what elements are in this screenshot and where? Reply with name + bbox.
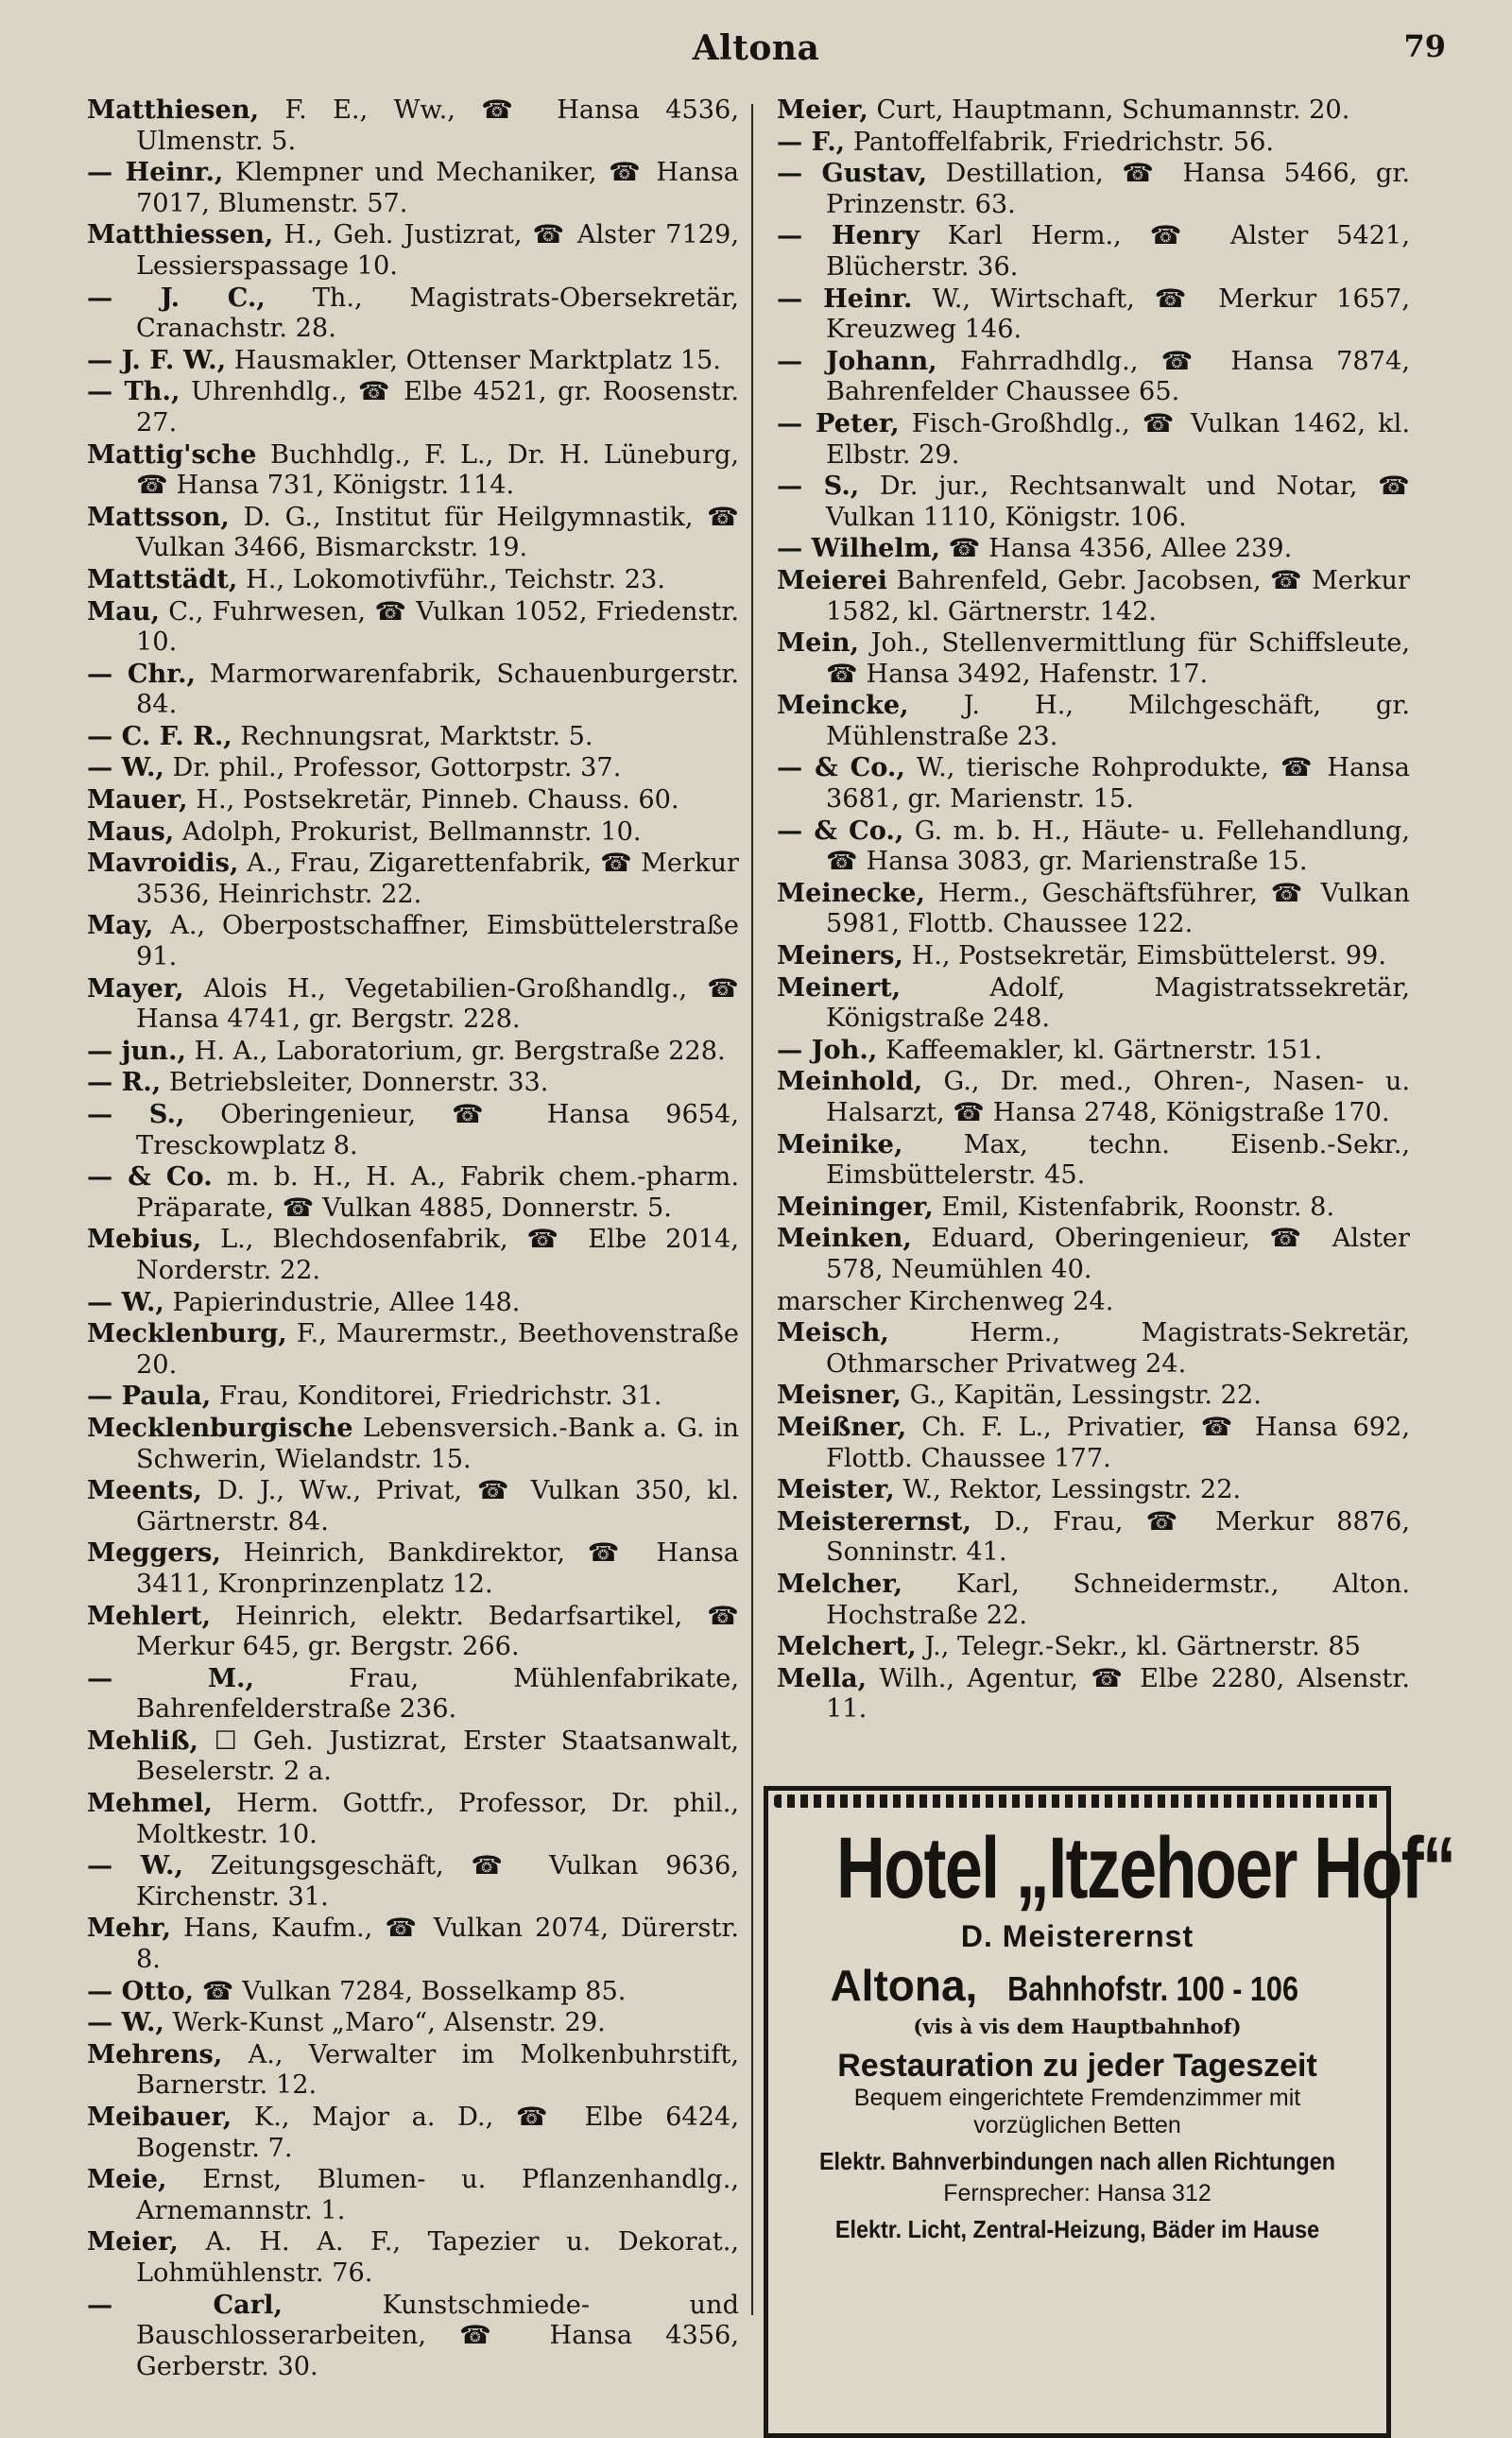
directory-entry	[87, 1788, 739, 1850]
entry-details: Oberingenieur, ☎ Hansa 9654, Tresckowplatz 8.	[136, 1100, 739, 1160]
entry-details: Rechnungsrat, Marktstr. 5.	[240, 721, 593, 751]
directory-entry	[777, 627, 1410, 690]
entry-name: — C. F. R.,	[87, 720, 232, 751]
directory-entry	[777, 1035, 1410, 1067]
directory-entry	[87, 784, 739, 816]
entry-name: — Th.,	[87, 376, 180, 407]
directory-entry	[777, 1474, 1410, 1506]
entry-details: Zeitungsgeschäft, ☎ Vulkan 9636, Kirchenstr. 31.	[136, 1851, 739, 1912]
entry-details: Werk-Kunst „Maro“, Alsenstr. 29.	[172, 2008, 606, 2038]
entry-name: — Carl,	[87, 2289, 283, 2320]
ad-city: Altona,	[830, 1961, 978, 2010]
directory-entry	[87, 1099, 739, 1161]
entry-details: Herm., Magistrats-Sekretär, Othmarscher Privatweg 24.	[826, 1318, 1410, 1379]
directory-entry	[87, 157, 739, 219]
directory-entry	[777, 220, 1410, 283]
entry-details: Frau, Konditorei, Friedrichstr. 31.	[218, 1382, 662, 1412]
entry-name: — J. C.,	[87, 282, 266, 313]
entry-details: Destillation, ☎ Hansa 5466, gr. Prinzenstr. 63.	[826, 159, 1410, 219]
entry-name: — W.,	[87, 752, 164, 783]
directory-entry	[87, 1601, 739, 1663]
directory-entry	[777, 940, 1410, 972]
entry-details: H., Postsekretär, Pinneb. Chauss. 60.	[196, 785, 679, 816]
directory-entry	[87, 219, 739, 282]
ad-connections: Elektr. Bahnverbindungen nach allen Richtungen	[818, 2147, 1336, 2175]
entry-details: Frau, Mühlenfabrikate, Bahrenfelderstraße 236.	[136, 1663, 739, 1725]
directory-entry	[87, 848, 739, 910]
entry-name: — W.,	[87, 1850, 183, 1881]
directory-entry	[87, 2226, 739, 2289]
entry-details: Th., Magistrats-Obersekretär, Cranachstr. 28.	[136, 283, 739, 344]
entry-name: Meierei	[777, 564, 887, 595]
entry-details: Marmorwarenfabrik, Schauenburgerstr. 84.	[136, 659, 739, 720]
ad-restaurant: Restauration zu jeder Tageszeit	[837, 2048, 1317, 2084]
entry-name: Mebius,	[87, 1224, 202, 1255]
directory-entry	[87, 1224, 739, 1286]
page-title: Altona	[692, 28, 820, 68]
entry-details: Lebensversich.-Bank a. G. in Schwerin, Wielandstr. 15.	[136, 1413, 739, 1474]
entry-name: — Peter,	[777, 407, 900, 438]
entry-name: Mavroidis,	[87, 848, 239, 879]
entry-details: ☎ Hansa 4356, Allee 239.	[948, 534, 1293, 564]
entry-name: Mehliß,	[87, 1725, 198, 1756]
directory-entry	[87, 1036, 739, 1068]
entry-name: — S.,	[777, 471, 860, 502]
directory-entry	[777, 972, 1410, 1035]
entry-details: Herm. Gottfr., Professor, Dr. phil., Moltkestr. 10.	[136, 1789, 739, 1849]
directory-entry	[87, 1381, 739, 1413]
directory-entry	[777, 1066, 1410, 1128]
entry-details: Dr. jur., Rechtsanwalt und Notar, ☎ Vulkan 1110, Königstr. 106.	[826, 472, 1410, 532]
entry-name: Meie,	[87, 2164, 167, 2195]
entry-details: Adolph, Prokurist, Bellmannstr. 10.	[181, 816, 642, 847]
directory-entry	[87, 1913, 739, 1975]
hotel-advertisement	[764, 1786, 1455, 2438]
entry-name: Meibauer,	[87, 2102, 232, 2132]
entry-details: Alois H., Vegetabilien-Großhandlg., ☎ Hansa 4741, gr. Bergstr. 228.	[136, 973, 739, 1035]
ad-owner: D. Meisterernst	[960, 1919, 1194, 1953]
entry-details: D., Frau, ☎ Merkur 8876, Sonninstr. 41.	[826, 1506, 1410, 1568]
directory-entry	[87, 1663, 739, 1725]
ad-vis-a-vis: (vis à vis dem Hauptbahnhof)	[913, 2015, 1242, 2038]
entry-name: Matthiesen,	[87, 94, 260, 125]
entry-name: Mau,	[87, 595, 160, 627]
directory-entry	[777, 690, 1410, 752]
directory-entry	[777, 408, 1410, 471]
entry-name: Meents,	[87, 1475, 202, 1506]
directory-entry	[87, 659, 739, 721]
directory-entry	[777, 1569, 1410, 1631]
entry-details: Kaffeemakler, kl. Gärtnerstr. 151.	[885, 1035, 1323, 1065]
entry-name: — Paula,	[87, 1381, 212, 1412]
directory-entry	[777, 1129, 1410, 1192]
directory-entry	[777, 127, 1410, 159]
entry-name: — Johann,	[777, 345, 937, 376]
entry-name: Mecklenburgische	[87, 1412, 353, 1443]
entry-details: Wilh., Agentur, ☎ Elbe 2280, Alsenstr. 11.	[826, 1663, 1410, 1725]
directory-entry	[87, 1537, 739, 1600]
directory-entry	[87, 376, 739, 438]
directory-entry	[777, 816, 1410, 878]
directory-entry	[87, 816, 739, 849]
entry-details: Betriebsleiter, Donnerstr. 33.	[168, 1068, 549, 1098]
directory-entry	[87, 564, 739, 596]
entry-details: K., Major a. D., ☎ Elbe 6424, Bogenstr. 7.	[136, 2103, 739, 2163]
ad-street: Bahnhofstr. 100 - 106	[1007, 1969, 1299, 2008]
directory-entry	[777, 878, 1410, 940]
entry-details: Karl, Schneidermstr., Alton. Hochstraße 22.	[826, 1569, 1410, 1630]
entry-name: Mehrens,	[87, 2038, 223, 2069]
directory-entry	[87, 910, 739, 972]
entry-name: Meinecke,	[777, 877, 925, 908]
entry-name: Mauer,	[87, 784, 188, 816]
entry-name: — & Co.,	[777, 815, 904, 846]
entry-details: Curt, Hauptmann, Schumannstr. 20.	[876, 95, 1350, 125]
directory-entry	[87, 2102, 739, 2164]
directory-entry	[777, 158, 1410, 220]
directory-entry	[87, 439, 739, 502]
directory-entry	[87, 1976, 739, 2008]
entry-name: — W.,	[87, 2007, 164, 2038]
entry-details: Adolf, Magistratssekretär, Königstraße 248.	[826, 972, 1410, 1034]
entry-details: Hans, Kaufm., ☎ Vulkan 2074, Dürerstr. 8.	[136, 1914, 739, 1975]
entry-name: — Henry	[777, 220, 919, 251]
entry-name: — J. F. W.,	[87, 344, 227, 375]
column-divider	[751, 104, 753, 2315]
entry-details: D. J., Ww., Privat, ☎ Vulkan 350, kl. Gärtnerstr. 84.	[136, 1476, 739, 1537]
entry-details: m. b. H., H. A., Fabrik chem.-pharm. Präparate, ☎ Vulkan 4885, Donnerstr. 5.	[136, 1162, 739, 1223]
entry-details: A. H. A. F., Tapezier u. Dekorat., Lohmühlenstr. 76.	[136, 2227, 739, 2288]
entry-details: marscher Kirchenweg 24.	[777, 1286, 1114, 1316]
entry-name: — M.,	[87, 1662, 254, 1693]
entry-name: — & Co.	[87, 1161, 213, 1193]
directory-entry	[777, 1412, 1410, 1474]
entry-name: Mattstädt,	[87, 563, 238, 594]
entry-details: H. A., Laboratorium, gr. Bergstraße 228.	[194, 1036, 726, 1066]
entry-details: Ch. F. L., Privatier, ☎ Hansa 692, Flottb. Chaussee 177.	[826, 1412, 1410, 1473]
entry-name: Mein,	[777, 627, 859, 659]
entry-name: Meggers,	[87, 1537, 221, 1569]
entry-name: Mayer,	[87, 972, 184, 1004]
entry-details: G., Dr. med., Ohren-, Nasen- u. Halsarzt, ☎ Hansa 2748, Königstraße 170.	[826, 1067, 1410, 1127]
entry-name: Meincke,	[777, 690, 909, 721]
directory-entry	[87, 502, 739, 564]
entry-name: Meinhold,	[777, 1066, 923, 1097]
entry-details: A., Oberpostschaffner, Eimsbüttelerstraße 91.	[136, 911, 739, 972]
directory-entry	[87, 94, 739, 157]
entry-name: Meisner,	[777, 1380, 902, 1411]
entry-details: Uhrenhdlg., ☎ Elbe 4521, gr. Roosenstr. 27.	[136, 377, 739, 438]
entry-details: F., Maurermstr., Beethovenstraße 20.	[136, 1319, 739, 1380]
directory-entry	[87, 721, 739, 753]
entry-details: J. H., Milchgeschäft, gr. Mühlenstraße 23.	[826, 691, 1410, 751]
directory-entry	[87, 1067, 739, 1099]
entry-name: Meister,	[777, 1474, 895, 1505]
directory-entry	[87, 1475, 739, 1537]
directory-entry	[777, 346, 1410, 408]
entry-name: Meinert,	[777, 971, 902, 1003]
ad-address-line	[768, 1960, 1386, 2011]
directory-entry	[777, 1223, 1410, 1285]
directory-entry	[777, 471, 1410, 533]
entry-name: Melcher,	[777, 1568, 903, 1599]
directory-entry	[87, 973, 739, 1036]
directory-entry	[87, 345, 739, 377]
entry-details: D. G., Institut für Heilgymnastik, ☎ Vulkan 3466, Bismarckstr. 19.	[136, 502, 739, 563]
directory-entry	[87, 2290, 739, 2383]
entry-name: — R.,	[87, 1067, 162, 1098]
directory-entry	[87, 596, 739, 659]
entry-details: C., Fuhrwesen, ☎ Vulkan 1052, Friedenstr. 10.	[136, 596, 739, 658]
entry-name: Melchert,	[777, 1631, 917, 1662]
entry-details: Karl Herm., ☎ Alster 5421, Blücherstr. 36.	[826, 221, 1410, 282]
entry-details: W., Rektor, Lessingstr. 22.	[902, 1475, 1242, 1505]
entry-name: Mehr,	[87, 1913, 171, 1944]
entry-details: Papierindustrie, Allee 148.	[172, 1287, 521, 1317]
entry-details: G., Kapitän, Lessingstr. 22.	[909, 1381, 1262, 1411]
entry-details: Buchhdlg., F. L., Dr. H. Lüneburg, ☎ Hansa 731, Königstr. 114.	[136, 439, 739, 501]
entry-name: — F.,	[777, 126, 846, 157]
entry-name: — jun.,	[87, 1035, 186, 1066]
entry-details: A., Frau, Zigarettenfabrik, ☎ Merkur 3536, Heinrichstr. 22.	[136, 849, 739, 909]
ad-rooms-line2: vorzüglichen Betten	[973, 2112, 1181, 2138]
ad-amenities: Elektr. Licht, Zentral-Heizung, Bäder im Hause	[834, 2215, 1320, 2243]
entry-name: Meininger,	[777, 1191, 934, 1222]
entry-name: — Otto,	[87, 1975, 195, 2006]
entry-name: Matthiessen,	[87, 219, 274, 250]
entry-details: Fahrradhdlg., ☎ Hansa 7874, Bahrenfelder Chaussee 65.	[826, 346, 1410, 407]
entry-name: Meier,	[777, 94, 868, 125]
entry-details: Emil, Kistenfabrik, Roonstr. 8.	[941, 1192, 1335, 1222]
entry-details: H., Geh. Justizrat, ☎ Alster 7129, Lessierspassage 10.	[136, 220, 739, 281]
directory-entry	[87, 2039, 739, 2102]
entry-name: Meiners,	[777, 940, 903, 971]
entry-name: Mattsson,	[87, 501, 230, 532]
entry-name: — Wilhelm,	[777, 533, 940, 564]
entry-name: May,	[87, 910, 154, 941]
page-number: 79	[1403, 28, 1446, 64]
ad-rooms-line1: Bequem eingerichtete Fremdenzimmer mit	[853, 2085, 1301, 2111]
directory-entry	[777, 533, 1410, 565]
directory-entry	[777, 1317, 1410, 1380]
entry-details: ☐ Geh. Justizrat, Erster Staatsanwalt, Beselerstr. 2 a.	[136, 1725, 739, 1787]
entry-name: Mehmel,	[87, 1788, 214, 1819]
entry-details: F. E., Ww., ☎ Hansa 4536, Ulmenstr. 5.	[136, 95, 739, 156]
directory-entry	[777, 752, 1410, 815]
entry-details: L., Blechdosenfabrik, ☎ Elbe 2014, Norderstr. 22.	[136, 1225, 739, 1285]
entry-name: Mattig'sche	[87, 438, 257, 470]
entry-name: — Gustav,	[777, 158, 928, 189]
entry-details: H., Postsekretär, Eimsbüttelerst. 99.	[911, 941, 1386, 971]
entry-name: — Chr.,	[87, 658, 196, 689]
entry-name: Meier,	[87, 2226, 179, 2258]
directory-entry	[777, 1506, 1410, 1569]
directory-entry	[87, 1850, 739, 1913]
entry-details: Bahrenfeld, Gebr. Jacobsen, ☎ Merkur 1582, kl. Gärtnerstr. 142.	[826, 565, 1410, 627]
entry-details: H., Lokomotivführ., Teichstr. 23.	[246, 564, 665, 594]
entry-name: — Heinr.,	[87, 157, 224, 188]
entry-name: Maus,	[87, 816, 175, 847]
entry-details: G. m. b. H., Häute- u. Fellehandlung, ☎ Hansa 3083, gr. Marienstraße 15.	[826, 816, 1411, 877]
ad-dotted-border	[774, 1794, 1381, 1808]
entry-name: Meinike,	[777, 1128, 903, 1159]
entry-details: Eduard, Oberingenieur, ☎ Alster 578, Neumühlen 40.	[826, 1224, 1410, 1284]
directory-entry	[777, 94, 1410, 127]
entry-name: — S.,	[87, 1099, 185, 1129]
entry-name: — & Co.,	[777, 752, 905, 783]
page-header	[66, 28, 1446, 70]
entry-details: ☎ Vulkan 7284, Bosselkamp 85.	[201, 1976, 627, 2006]
directory-entry	[87, 752, 739, 784]
entry-details: Herm., Geschäftsführer, ☎ Vulkan 5981, Flottb. Chaussee 122.	[826, 878, 1410, 939]
directory-entry	[87, 1287, 739, 1319]
entry-name: — Heinr.	[777, 283, 913, 314]
entry-name: — Joh.,	[777, 1034, 878, 1065]
directory-entry	[777, 565, 1410, 627]
entry-name: Meisch,	[777, 1317, 889, 1348]
directory-entry	[87, 1318, 739, 1381]
directory-entry	[87, 1161, 739, 1224]
directory-entry	[777, 1380, 1410, 1412]
directory-entry	[87, 2007, 739, 2039]
directory-entry	[87, 1413, 739, 1475]
entry-name: Mehlert,	[87, 1600, 212, 1631]
entry-details: Klempner und Mechaniker, ☎ Hansa 7017, Blumenstr. 57.	[136, 158, 739, 218]
entry-details: Heinrich, Bankdirektor, ☎ Hansa 3411, Kronprinzenplatz 12.	[136, 1538, 739, 1599]
entry-name: Mecklenburg,	[87, 1318, 287, 1349]
entry-details: J., Telegr.-Sekr., kl. Gärtnerstr. 85	[924, 1632, 1361, 1662]
entry-details: A., Verwalter im Molkenbuhrstift, Barnerstr. 12.	[136, 2039, 739, 2101]
entry-details: Dr. phil., Professor, Gottorpstr. 37.	[172, 753, 622, 783]
entry-name: Mella,	[777, 1662, 868, 1693]
entry-details: Joh., Stellenvermittlung für Schiffsleute, ☎ Hansa 3492, Hafenstr. 17.	[826, 628, 1410, 689]
entry-details: W., tierische Rohprodukte, ☎ Hansa 3681, gr. Marienstr. 15.	[826, 753, 1410, 815]
directory-entry	[87, 283, 739, 345]
directory-entry	[87, 1725, 739, 1788]
entry-details: Kunstschmiede- und Bauschlosserarbeiten, ☎ Hansa 4356, Gerberstr. 30.	[136, 2290, 739, 2381]
ad-phone: Fernsprecher: Hansa 312	[943, 2180, 1211, 2206]
directory-entry	[777, 1663, 1410, 1725]
directory-entry	[777, 1286, 1410, 1318]
entry-name: Meisterernst,	[777, 1505, 971, 1537]
entry-name: Meißner,	[777, 1411, 907, 1442]
directory-entry	[777, 283, 1410, 346]
directory-entry	[777, 1631, 1410, 1663]
directory-entry	[87, 2164, 739, 2226]
directory-entry	[777, 1192, 1410, 1224]
entry-details: Hausmakler, Ottenser Marktplatz 15.	[233, 345, 721, 375]
entry-details: W., Wirtschaft, ☎ Merkur 1657, Kreuzweg 146.	[826, 283, 1410, 345]
ad-hotel-name: Hotel „Itzehoer Hof“	[835, 1820, 1455, 1916]
entry-details: Max, techn. Eisenb.-Sekr., Eimsbüttelerstr. 45.	[826, 1129, 1410, 1191]
entry-name: — W.,	[87, 1286, 164, 1317]
right-column	[777, 94, 1410, 1725]
entry-details: Fisch-Großhdlg., ☎ Vulkan 1462, kl. Elbstr. 29.	[826, 408, 1410, 470]
entry-details: Heinrich, elektr. Bedarfsartikel, ☎ Merkur 645, gr. Bergstr. 266.	[136, 1601, 739, 1662]
entry-details: Pantoffelfabrik, Friedrichstr. 56.	[852, 127, 1275, 157]
entry-details: Ernst, Blumen- u. Pflanzenhandlg., Arnemannstr. 1.	[136, 2165, 739, 2225]
left-column	[87, 94, 739, 2382]
entry-name: Meinken,	[777, 1223, 912, 1254]
